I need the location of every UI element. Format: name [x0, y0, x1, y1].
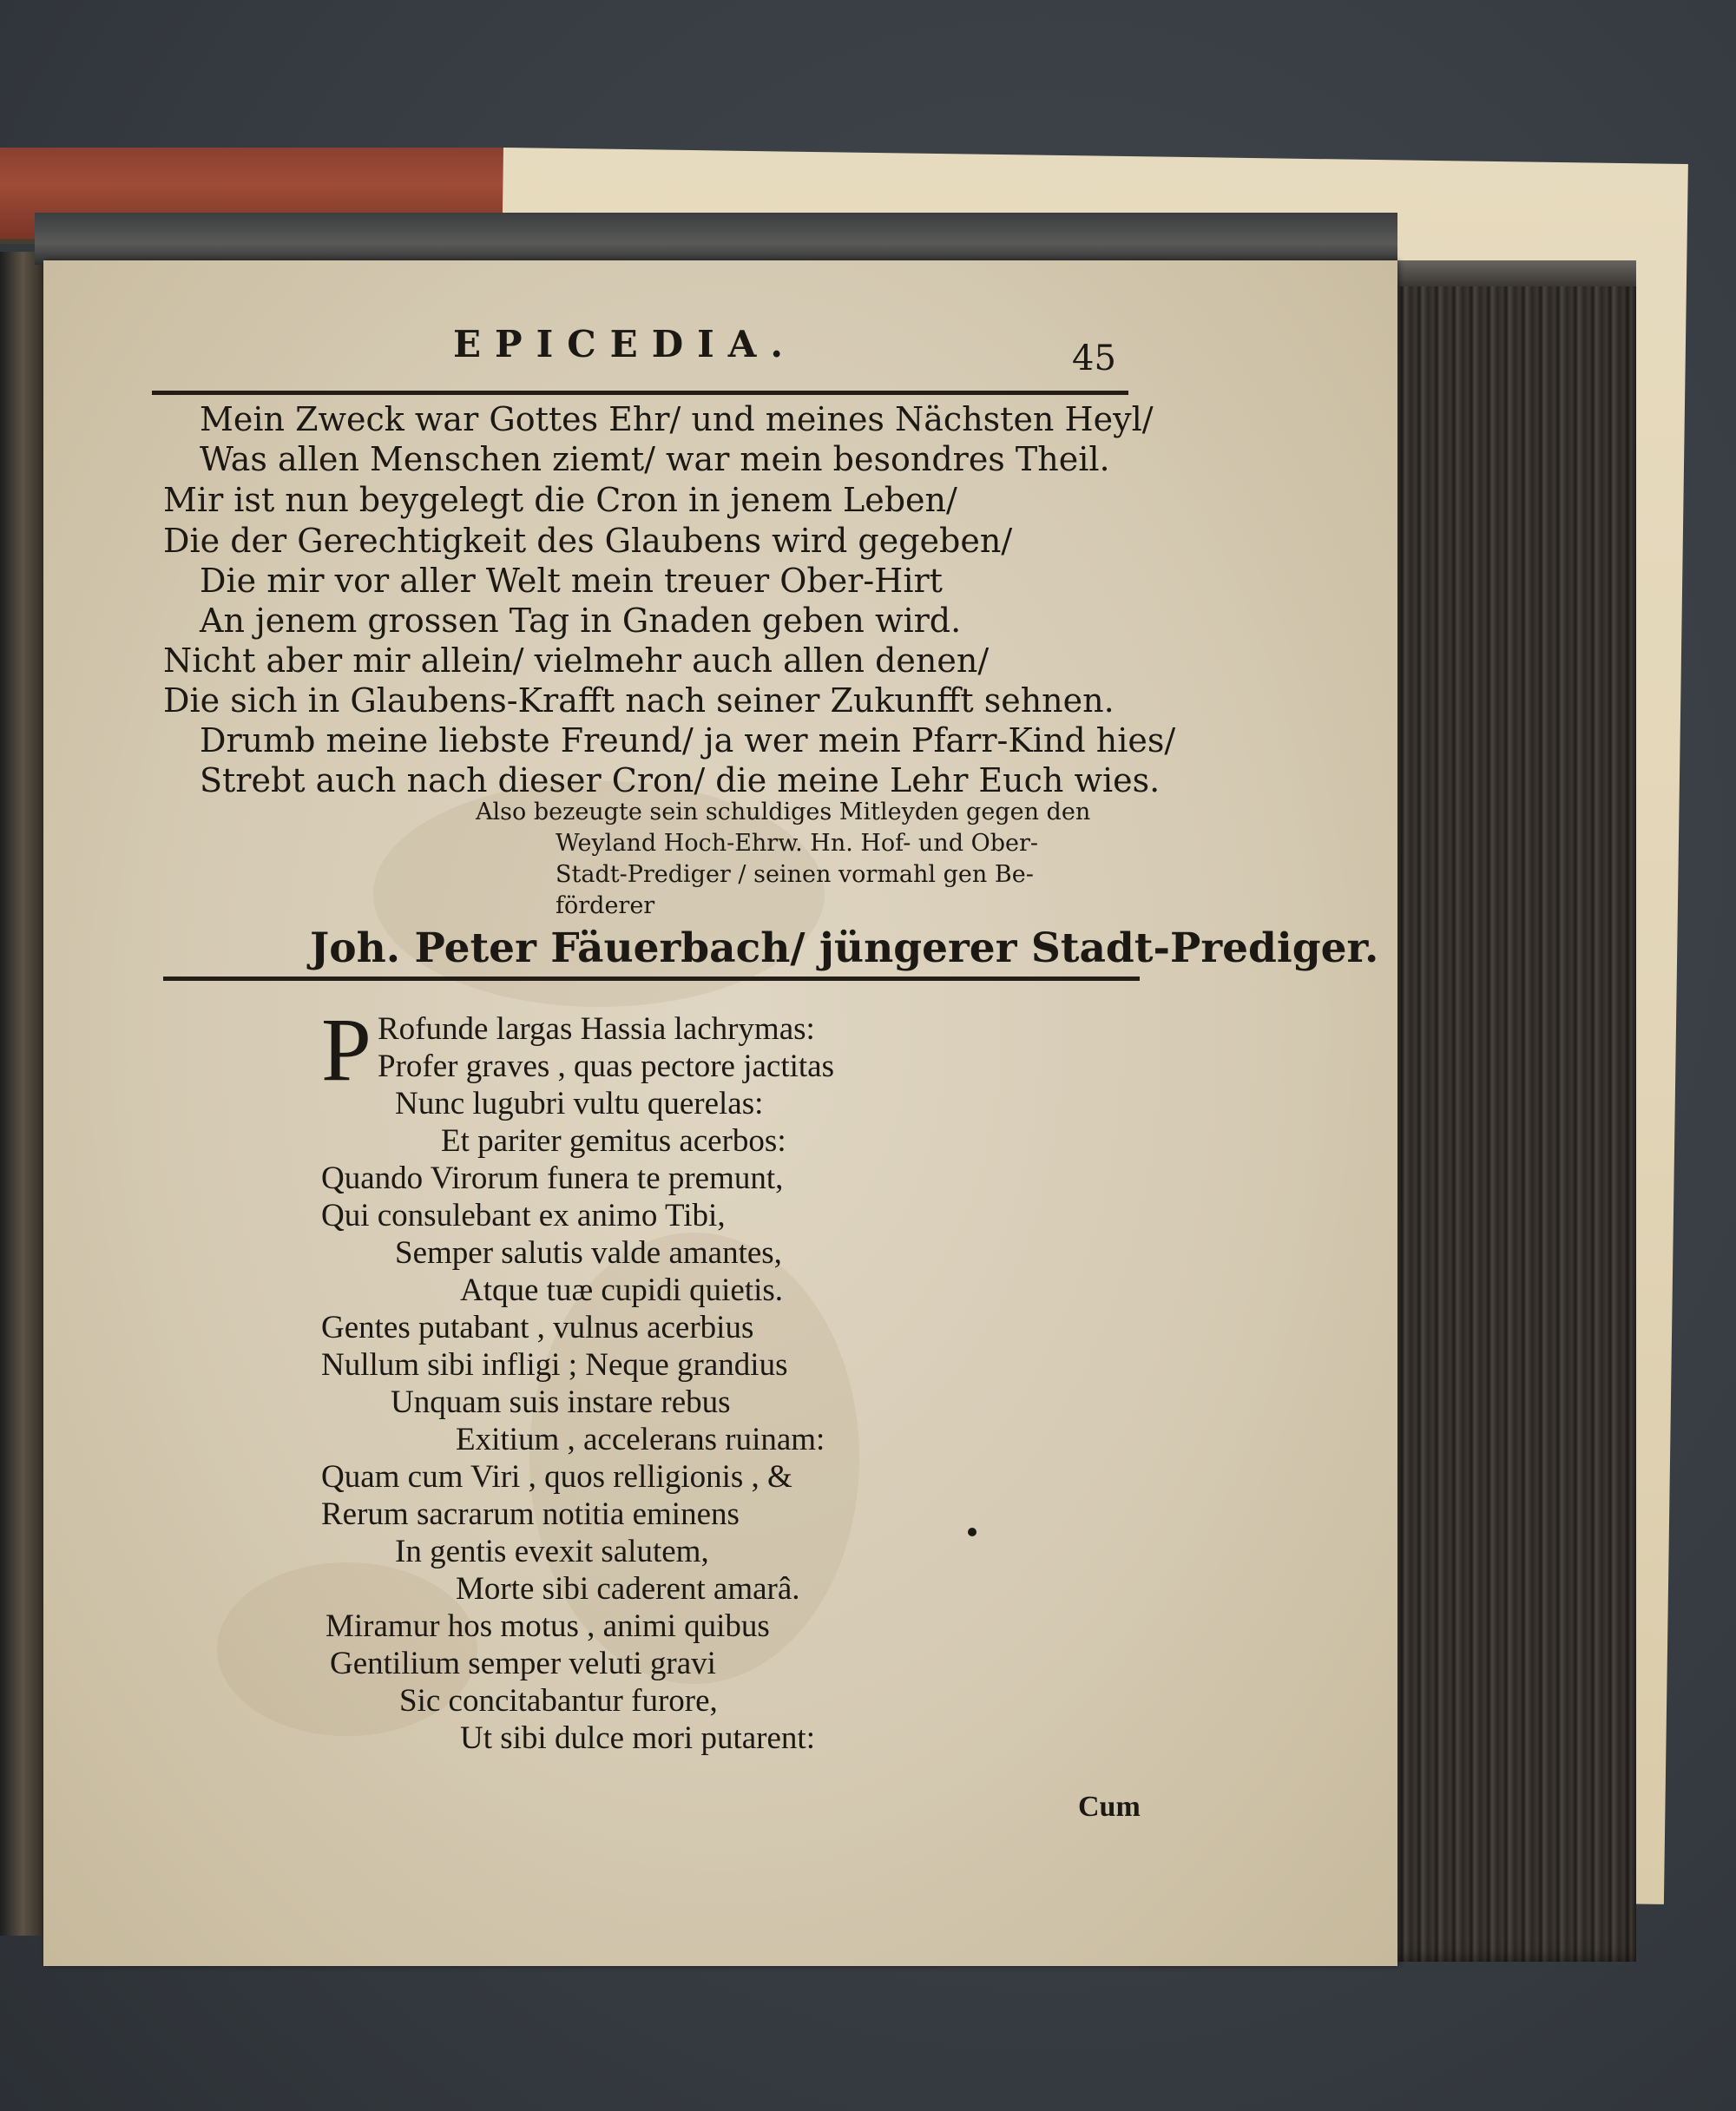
latin-line: Quando Virorum funera te premunt, [321, 1161, 784, 1196]
verse-line: Nicht aber mir allein/ vielmehr auch allen denen/ [163, 641, 990, 680]
latin-line: Miramur hos motus , animi quibus [326, 1608, 770, 1644]
ink-dot [968, 1528, 976, 1536]
latin-line: Nullum sibi infligi ; Neque grandius [321, 1347, 788, 1383]
page-edges-top [1376, 260, 1636, 286]
verse-line: Was allen Menschen ziemt/ war mein besondres Theil. [200, 440, 1110, 478]
latin-line: Nunc lugubri vultu querelas: [395, 1086, 764, 1121]
latin-line: Morte sibi caderent amarâ. [456, 1571, 800, 1607]
latin-line: Gentilium semper veluti gravi [330, 1646, 716, 1681]
latin-line: Quam cum Viri , quos relligionis , & [321, 1459, 792, 1495]
latin-line: Semper salutis valde amantes, [395, 1235, 782, 1271]
verse-line: Mir ist nun beygelegt die Cron in jenem Leben/ [163, 481, 957, 519]
attestation-line: Stadt-Prediger / seinen vormahl gen Be- [556, 861, 1034, 888]
catchword: Cum [1078, 1791, 1141, 1823]
latin-line: Atque tuæ cupidi quietis. [460, 1273, 784, 1308]
book-block-top [35, 213, 1397, 265]
latin-line: Qui consulebant ex animo Tibi, [321, 1198, 726, 1233]
verse-line: An jenem grossen Tag in Gnaden geben wird. [200, 602, 962, 640]
section-rule [163, 977, 1140, 981]
verse-line: Strebt auch nach dieser Cron/ die meine Lehr Euch wies. [200, 761, 1161, 799]
page-headline: EPICEDIA. [453, 323, 797, 365]
verse-line: Die der Gerechtigkeit des Glaubens wird gegeben/ [163, 522, 1013, 560]
latin-line: Profer graves , quas pectore jactitas [378, 1049, 835, 1084]
drop-cap: P [321, 1000, 372, 1100]
latin-line: Et pariter gemitus acerbos: [441, 1123, 786, 1159]
attestation-line: Also bezeugte sein schuldiges Mitleyden gegen den [476, 799, 1091, 825]
latin-line: Gentes putabant , vulnus acerbius [321, 1310, 754, 1345]
latin-line: Sic concitabantur furore, [399, 1683, 718, 1719]
headline-rule [152, 391, 1128, 395]
verse-line: Die sich in Glaubens-Krafft nach seiner Zukunfft sehnen. [163, 681, 1115, 720]
latin-line: Rerum sacrarum notitia eminens [321, 1496, 740, 1532]
latin-line: Unquam suis instare rebus [391, 1384, 731, 1420]
latin-line: Exitium , accelerans ruinam: [456, 1422, 825, 1457]
verse-line: Mein Zweck war Gottes Ehr/ und meines Nächsten Heyl/ [200, 400, 1154, 438]
latin-line: Ut sibi dulce mori putarent: [460, 1720, 815, 1756]
attestation-line: förderer [556, 892, 655, 919]
attestation-line: Weyland Hoch-Ehrw. Hn. Hof- und Ober- [556, 830, 1038, 857]
author-signature: Joh. Peter Fäuerbach/ jüngerer Stadt-Prediger. [310, 924, 1379, 972]
page-number: 45 [1072, 339, 1116, 378]
verse-line: Drumb meine liebste Freund/ ja wer mein Pfarr-Kind hies/ [200, 721, 1176, 760]
latin-line: In gentis evexit salutem, [395, 1534, 709, 1569]
page-edges [1376, 260, 1636, 1962]
verse-line: Die mir vor aller Welt mein treuer Ober-Hirt [200, 562, 943, 600]
latin-line: Rofunde largas Hassia lachrymas: [378, 1011, 815, 1047]
